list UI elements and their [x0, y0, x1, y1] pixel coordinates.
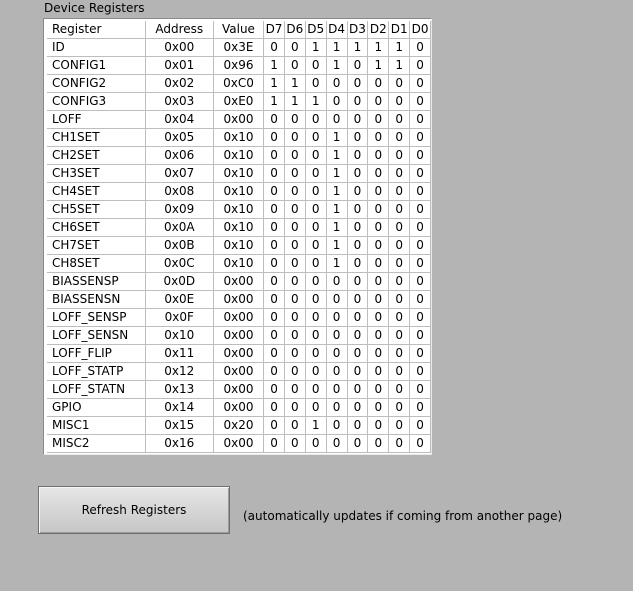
- register-name-cell: CH7SET: [47, 237, 145, 255]
- register-bit-cell-d0: 0: [410, 381, 431, 399]
- register-value-cell: 0x00: [213, 327, 263, 345]
- register-bit-cell-d3: 0: [347, 399, 368, 417]
- register-bit-cell-d6: 0: [284, 129, 305, 147]
- register-bit-cell-d5: 0: [305, 363, 326, 381]
- register-name-cell: CH3SET: [47, 165, 145, 183]
- register-value-cell: 0x20: [213, 417, 263, 435]
- register-value-cell: 0x10: [213, 129, 263, 147]
- register-bit-cell-d7: 0: [264, 39, 285, 57]
- register-bit-cell-d4: 0: [326, 93, 347, 111]
- register-value-cell: 0x00: [213, 111, 263, 129]
- register-bit-cell-d3: 0: [347, 255, 368, 273]
- register-bit-cell-d2: 0: [368, 309, 389, 327]
- register-bit-cell-d0: 0: [410, 363, 431, 381]
- register-bit-cell-d6: 0: [284, 399, 305, 417]
- register-bit-cell-d2: 0: [368, 201, 389, 219]
- header-bit-d6: D6: [284, 21, 305, 39]
- register-bit-cell-d2: 0: [368, 111, 389, 129]
- register-value-cell: 0x00: [213, 381, 263, 399]
- register-value-cell: 0x00: [213, 399, 263, 417]
- register-bit-cell-d0: 0: [410, 309, 431, 327]
- register-name-cell: CONFIG1: [47, 57, 145, 75]
- register-bit-cell-d3: 0: [347, 327, 368, 345]
- register-value-cell: 0x00: [213, 345, 263, 363]
- register-bit-cell-d1: 0: [389, 363, 410, 381]
- register-bit-cell-d1: 0: [389, 381, 410, 399]
- register-value-cell: 0xC0: [213, 75, 263, 93]
- register-bit-cell-d0: 0: [410, 111, 431, 129]
- register-bit-cell-d2: 0: [368, 219, 389, 237]
- register-bit-cell-d5: 0: [305, 183, 326, 201]
- register-bit-cell-d7: 1: [264, 57, 285, 75]
- register-address-cell: 0x16: [145, 435, 213, 453]
- register-bit-cell-d4: 0: [326, 399, 347, 417]
- register-bit-cell-d3: 0: [347, 435, 368, 453]
- register-value-cell: 0x00: [213, 309, 263, 327]
- register-value-cell: 0x10: [213, 147, 263, 165]
- table-row: [47, 219, 431, 237]
- table-row: [47, 363, 431, 381]
- table-row: [47, 417, 431, 435]
- register-bit-cell-d7: 1: [264, 75, 285, 93]
- register-bit-cell-d1: 1: [389, 57, 410, 75]
- register-bit-cell-d1: 0: [389, 165, 410, 183]
- register-bit-cell-d7: 0: [264, 417, 285, 435]
- register-bit-cell-d2: 0: [368, 381, 389, 399]
- header-bit-d2: D2: [368, 21, 389, 39]
- register-bit-cell-d4: 1: [326, 147, 347, 165]
- table-row: [47, 381, 431, 399]
- table-row: [47, 291, 431, 309]
- register-bit-cell-d7: 0: [264, 399, 285, 417]
- register-bit-cell-d1: 0: [389, 183, 410, 201]
- header-row: [47, 21, 431, 39]
- table-row: [47, 93, 431, 111]
- register-name-cell: CH8SET: [47, 255, 145, 273]
- register-bit-cell-d2: 0: [368, 237, 389, 255]
- register-bit-cell-d4: 1: [326, 255, 347, 273]
- register-bit-cell-d3: 0: [347, 129, 368, 147]
- register-bit-cell-d5: 0: [305, 291, 326, 309]
- register-name-cell: CH1SET: [47, 129, 145, 147]
- register-bit-cell-d1: 0: [389, 129, 410, 147]
- table-row: [47, 75, 431, 93]
- register-address-cell: 0x11: [145, 345, 213, 363]
- table-row: [47, 57, 431, 75]
- register-bit-cell-d3: 0: [347, 345, 368, 363]
- register-bit-cell-d3: 0: [347, 201, 368, 219]
- register-value-cell: 0x10: [213, 201, 263, 219]
- register-bit-cell-d7: 0: [264, 291, 285, 309]
- register-bit-cell-d7: 0: [264, 345, 285, 363]
- table-row: [47, 435, 431, 453]
- register-bit-cell-d2: 0: [368, 435, 389, 453]
- header-bit-d3: D3: [347, 21, 368, 39]
- header-bit-d0: D0: [410, 21, 431, 39]
- register-address-cell: 0x0F: [145, 309, 213, 327]
- register-bit-cell-d0: 0: [410, 255, 431, 273]
- register-bit-cell-d4: 1: [326, 39, 347, 57]
- register-bit-cell-d4: 0: [326, 327, 347, 345]
- register-value-cell: 0x00: [213, 435, 263, 453]
- register-bit-cell-d0: 0: [410, 219, 431, 237]
- register-address-cell: 0x07: [145, 165, 213, 183]
- register-bit-cell-d0: 0: [410, 291, 431, 309]
- register-bit-cell-d4: 0: [326, 291, 347, 309]
- register-bit-cell-d6: 0: [284, 417, 305, 435]
- register-bit-cell-d2: 0: [368, 345, 389, 363]
- register-bit-cell-d6: 0: [284, 273, 305, 291]
- register-bit-cell-d7: 0: [264, 363, 285, 381]
- register-bit-cell-d0: 0: [410, 435, 431, 453]
- register-bit-cell-d5: 0: [305, 129, 326, 147]
- register-bit-cell-d0: 0: [410, 165, 431, 183]
- register-name-cell: CONFIG2: [47, 75, 145, 93]
- register-name-cell: GPIO: [47, 399, 145, 417]
- register-bit-cell-d5: 0: [305, 165, 326, 183]
- register-bit-cell-d5: 0: [305, 57, 326, 75]
- register-bit-cell-d5: 0: [305, 147, 326, 165]
- register-bit-cell-d4: 0: [326, 345, 347, 363]
- register-bit-cell-d6: 0: [284, 237, 305, 255]
- register-bit-cell-d1: 0: [389, 237, 410, 255]
- register-bit-cell-d1: 0: [389, 201, 410, 219]
- register-bit-cell-d3: 0: [347, 183, 368, 201]
- register-bit-cell-d6: 1: [284, 93, 305, 111]
- register-name-cell: ID: [47, 39, 145, 57]
- register-bit-cell-d4: 0: [326, 309, 347, 327]
- register-bit-cell-d1: 0: [389, 93, 410, 111]
- register-bit-cell-d2: 0: [368, 93, 389, 111]
- register-bit-cell-d6: 0: [284, 327, 305, 345]
- register-bit-cell-d3: 0: [347, 93, 368, 111]
- register-bit-cell-d3: 0: [347, 219, 368, 237]
- register-bit-cell-d1: 0: [389, 345, 410, 363]
- register-table-body: [47, 39, 431, 453]
- register-address-cell: 0x01: [145, 57, 213, 75]
- register-bit-cell-d1: 0: [389, 309, 410, 327]
- refresh-note: (automatically updates if coming from another page): [243, 509, 563, 523]
- register-bit-cell-d7: 0: [264, 129, 285, 147]
- register-bit-cell-d3: 0: [347, 111, 368, 129]
- register-bit-cell-d7: 0: [264, 435, 285, 453]
- register-bit-cell-d1: 1: [389, 39, 410, 57]
- table-row: [47, 327, 431, 345]
- register-value-cell: 0x10: [213, 183, 263, 201]
- register-bit-cell-d5: 0: [305, 273, 326, 291]
- register-bit-cell-d7: 0: [264, 237, 285, 255]
- register-bit-cell-d0: 0: [410, 75, 431, 93]
- register-bit-cell-d4: 1: [326, 219, 347, 237]
- register-bit-cell-d2: 0: [368, 165, 389, 183]
- header-bit-d4: D4: [326, 21, 347, 39]
- register-address-cell: 0x0E: [145, 291, 213, 309]
- header-bit-d1: D1: [389, 21, 410, 39]
- register-bit-cell-d4: 0: [326, 435, 347, 453]
- register-name-cell: BIASSENSP: [47, 273, 145, 291]
- register-bit-cell-d3: 0: [347, 381, 368, 399]
- register-bit-cell-d7: 0: [264, 147, 285, 165]
- register-bit-cell-d6: 0: [284, 165, 305, 183]
- register-bit-cell-d4: 0: [326, 75, 347, 93]
- register-bit-cell-d6: 0: [284, 381, 305, 399]
- register-bit-cell-d5: 0: [305, 435, 326, 453]
- table-row: [47, 399, 431, 417]
- refresh-registers-button[interactable]: Refresh Registers: [38, 486, 230, 534]
- register-bit-cell-d7: 0: [264, 219, 285, 237]
- register-bit-cell-d5: 0: [305, 219, 326, 237]
- register-bit-cell-d2: 0: [368, 75, 389, 93]
- section-label: Device Registers: [44, 1, 145, 15]
- register-bit-cell-d2: 0: [368, 399, 389, 417]
- register-bit-cell-d1: 0: [389, 327, 410, 345]
- header-bit-d5: D5: [305, 21, 326, 39]
- register-bit-cell-d6: 0: [284, 363, 305, 381]
- register-bit-cell-d7: 0: [264, 165, 285, 183]
- register-bit-cell-d0: 0: [410, 237, 431, 255]
- register-bit-cell-d4: 0: [326, 417, 347, 435]
- header-bit-d7: D7: [264, 21, 285, 39]
- register-address-cell: 0x08: [145, 183, 213, 201]
- register-bit-cell-d6: 0: [284, 435, 305, 453]
- register-bit-cell-d5: 0: [305, 111, 326, 129]
- register-bit-cell-d1: 0: [389, 417, 410, 435]
- register-name-cell: LOFF_STATP: [47, 363, 145, 381]
- register-value-cell: 0x00: [213, 363, 263, 381]
- register-bit-cell-d1: 0: [389, 75, 410, 93]
- register-bit-cell-d5: 0: [305, 327, 326, 345]
- register-bit-cell-d2: 0: [368, 255, 389, 273]
- register-value-cell: 0x00: [213, 273, 263, 291]
- register-bit-cell-d1: 0: [389, 219, 410, 237]
- register-bit-cell-d6: 0: [284, 201, 305, 219]
- register-bit-cell-d2: 0: [368, 291, 389, 309]
- register-bit-cell-d5: 0: [305, 381, 326, 399]
- register-bit-cell-d3: 1: [347, 39, 368, 57]
- register-address-cell: 0x03: [145, 93, 213, 111]
- register-bit-cell-d5: 0: [305, 75, 326, 93]
- register-bit-cell-d2: 0: [368, 129, 389, 147]
- register-bit-cell-d4: 0: [326, 363, 347, 381]
- table-row: [47, 345, 431, 363]
- register-bit-cell-d3: 0: [347, 273, 368, 291]
- register-bit-cell-d7: 0: [264, 327, 285, 345]
- register-bit-cell-d3: 0: [347, 57, 368, 75]
- register-bit-cell-d2: 1: [368, 57, 389, 75]
- register-bit-cell-d6: 0: [284, 147, 305, 165]
- register-bit-cell-d2: 1: [368, 39, 389, 57]
- table-row: [47, 183, 431, 201]
- header-address: Address: [145, 21, 213, 39]
- register-bit-cell-d3: 0: [347, 75, 368, 93]
- table-row: [47, 309, 431, 327]
- register-bit-cell-d1: 0: [389, 147, 410, 165]
- register-bit-cell-d0: 0: [410, 399, 431, 417]
- register-address-cell: 0x09: [145, 201, 213, 219]
- register-bit-cell-d0: 0: [410, 183, 431, 201]
- register-bit-cell-d2: 0: [368, 273, 389, 291]
- register-bit-cell-d0: 0: [410, 345, 431, 363]
- register-bit-cell-d4: 1: [326, 165, 347, 183]
- register-value-cell: 0x00: [213, 291, 263, 309]
- register-bit-cell-d3: 0: [347, 417, 368, 435]
- register-bit-cell-d0: 0: [410, 327, 431, 345]
- register-address-cell: 0x10: [145, 327, 213, 345]
- register-bit-cell-d6: 0: [284, 309, 305, 327]
- register-bit-cell-d2: 0: [368, 147, 389, 165]
- register-name-cell: LOFF_SENSN: [47, 327, 145, 345]
- register-bit-cell-d3: 0: [347, 363, 368, 381]
- register-bit-cell-d2: 0: [368, 363, 389, 381]
- register-name-cell: CH5SET: [47, 201, 145, 219]
- register-bit-cell-d4: 1: [326, 57, 347, 75]
- register-name-cell: CH6SET: [47, 219, 145, 237]
- table-row: [47, 237, 431, 255]
- register-bit-cell-d3: 0: [347, 291, 368, 309]
- register-bit-cell-d0: 0: [410, 273, 431, 291]
- register-name-cell: BIASSENSN: [47, 291, 145, 309]
- table-row: [47, 255, 431, 273]
- register-bit-cell-d6: 0: [284, 255, 305, 273]
- register-bit-cell-d5: 0: [305, 201, 326, 219]
- register-bit-cell-d5: 1: [305, 417, 326, 435]
- register-address-cell: 0x0C: [145, 255, 213, 273]
- register-bit-cell-d4: 0: [326, 273, 347, 291]
- register-bit-cell-d6: 0: [284, 57, 305, 75]
- register-value-cell: 0x10: [213, 219, 263, 237]
- register-name-cell: MISC1: [47, 417, 145, 435]
- register-address-cell: 0x15: [145, 417, 213, 435]
- register-address-cell: 0x13: [145, 381, 213, 399]
- register-bit-cell-d7: 0: [264, 381, 285, 399]
- register-table-frame: [43, 18, 432, 455]
- register-bit-cell-d3: 0: [347, 147, 368, 165]
- register-bit-cell-d4: 1: [326, 201, 347, 219]
- register-bit-cell-d4: 1: [326, 129, 347, 147]
- register-address-cell: 0x00: [145, 39, 213, 57]
- register-bit-cell-d0: 0: [410, 39, 431, 57]
- register-bit-cell-d6: 0: [284, 291, 305, 309]
- register-address-cell: 0x0D: [145, 273, 213, 291]
- register-bit-cell-d1: 0: [389, 291, 410, 309]
- table-row: [47, 129, 431, 147]
- register-bit-cell-d4: 1: [326, 237, 347, 255]
- register-address-cell: 0x12: [145, 363, 213, 381]
- register-bit-cell-d0: 0: [410, 417, 431, 435]
- register-bit-cell-d5: 1: [305, 39, 326, 57]
- register-value-cell: 0xE0: [213, 93, 263, 111]
- register-bit-cell-d6: 0: [284, 39, 305, 57]
- register-bit-cell-d4: 0: [326, 111, 347, 129]
- table-row: [47, 165, 431, 183]
- register-bit-cell-d6: 1: [284, 75, 305, 93]
- register-bit-cell-d7: 0: [264, 273, 285, 291]
- register-bit-cell-d0: 0: [410, 57, 431, 75]
- table-row: [47, 147, 431, 165]
- register-address-cell: 0x14: [145, 399, 213, 417]
- register-name-cell: LOFF_SENSP: [47, 309, 145, 327]
- register-bit-cell-d0: 0: [410, 147, 431, 165]
- register-name-cell: LOFF: [47, 111, 145, 129]
- register-bit-cell-d6: 0: [284, 219, 305, 237]
- register-name-cell: LOFF_STATN: [47, 381, 145, 399]
- register-value-cell: 0x10: [213, 237, 263, 255]
- register-bit-cell-d7: 0: [264, 183, 285, 201]
- register-table: [47, 21, 431, 453]
- register-address-cell: 0x05: [145, 129, 213, 147]
- register-bit-cell-d4: 0: [326, 381, 347, 399]
- register-bit-cell-d0: 0: [410, 201, 431, 219]
- register-name-cell: MISC2: [47, 435, 145, 453]
- register-bit-cell-d1: 0: [389, 399, 410, 417]
- register-bit-cell-d1: 0: [389, 273, 410, 291]
- header-value: Value: [213, 21, 263, 39]
- register-bit-cell-d5: 1: [305, 93, 326, 111]
- table-row: [47, 273, 431, 291]
- register-bit-cell-d2: 0: [368, 417, 389, 435]
- register-bit-cell-d3: 0: [347, 309, 368, 327]
- register-address-cell: 0x0B: [145, 237, 213, 255]
- table-row: [47, 201, 431, 219]
- register-bit-cell-d7: 0: [264, 201, 285, 219]
- register-value-cell: 0x10: [213, 255, 263, 273]
- register-bit-cell-d5: 0: [305, 345, 326, 363]
- table-row: [47, 39, 431, 57]
- register-bit-cell-d5: 0: [305, 255, 326, 273]
- register-value-cell: 0x3E: [213, 39, 263, 57]
- register-bit-cell-d7: 1: [264, 93, 285, 111]
- register-bit-cell-d5: 0: [305, 237, 326, 255]
- register-name-cell: CH2SET: [47, 147, 145, 165]
- register-bit-cell-d2: 0: [368, 327, 389, 345]
- register-bit-cell-d0: 0: [410, 93, 431, 111]
- register-bit-cell-d7: 0: [264, 255, 285, 273]
- register-bit-cell-d6: 0: [284, 183, 305, 201]
- register-bit-cell-d5: 0: [305, 309, 326, 327]
- table-row: [47, 111, 431, 129]
- register-bit-cell-d1: 0: [389, 255, 410, 273]
- register-bit-cell-d0: 0: [410, 129, 431, 147]
- register-bit-cell-d7: 0: [264, 111, 285, 129]
- register-bit-cell-d1: 0: [389, 111, 410, 129]
- register-address-cell: 0x0A: [145, 219, 213, 237]
- register-bit-cell-d1: 0: [389, 435, 410, 453]
- register-address-cell: 0x06: [145, 147, 213, 165]
- register-value-cell: 0x96: [213, 57, 263, 75]
- register-name-cell: CONFIG3: [47, 93, 145, 111]
- register-bit-cell-d4: 1: [326, 183, 347, 201]
- register-address-cell: 0x02: [145, 75, 213, 93]
- register-address-cell: 0x04: [145, 111, 213, 129]
- register-bit-cell-d5: 0: [305, 399, 326, 417]
- register-bit-cell-d3: 0: [347, 237, 368, 255]
- register-bit-cell-d2: 0: [368, 183, 389, 201]
- register-bit-cell-d6: 0: [284, 111, 305, 129]
- register-bit-cell-d6: 0: [284, 345, 305, 363]
- header-register: Register: [47, 21, 145, 39]
- register-value-cell: 0x10: [213, 165, 263, 183]
- register-name-cell: LOFF_FLIP: [47, 345, 145, 363]
- register-name-cell: CH4SET: [47, 183, 145, 201]
- register-bit-cell-d7: 0: [264, 309, 285, 327]
- register-bit-cell-d3: 0: [347, 165, 368, 183]
